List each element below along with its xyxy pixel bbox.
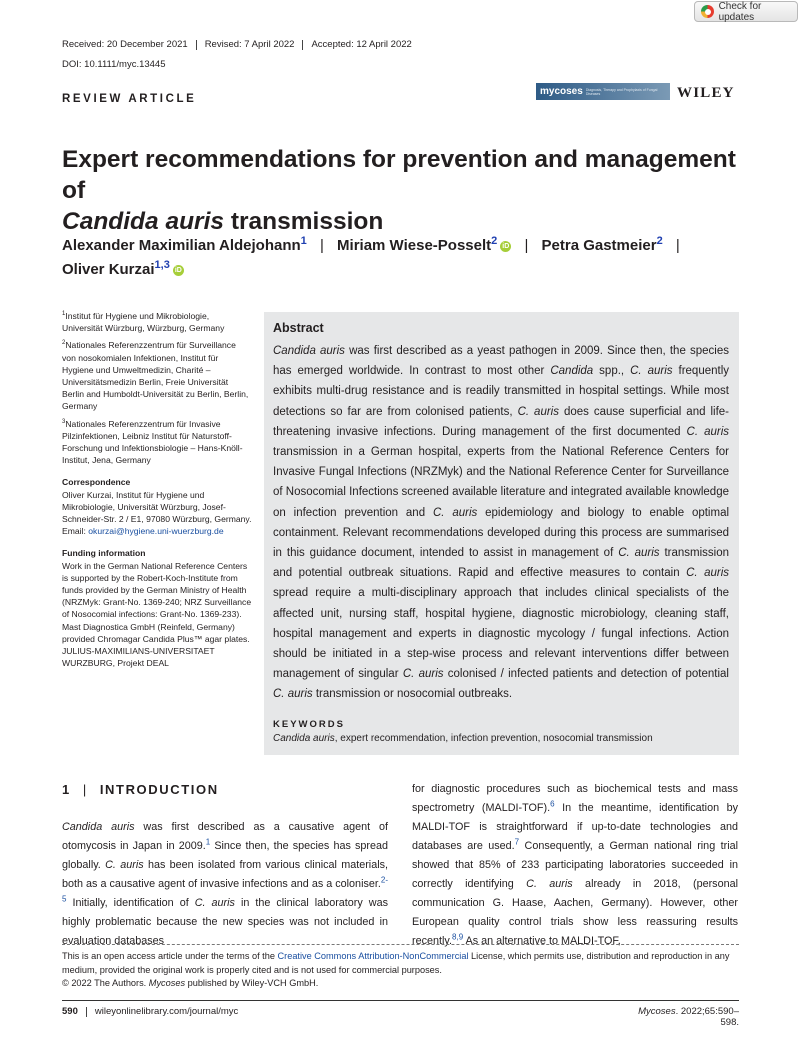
email-link[interactable]: okurzai@hygiene.uni-wuerzburg.de — [88, 526, 224, 537]
author-separator: | — [319, 237, 324, 254]
body-run: Since then, the species has spread globally. — [62, 840, 389, 871]
divider — [86, 1007, 87, 1017]
species-name: C. auris — [194, 897, 235, 909]
affiliation-text: Institut für Hygiene und Mikrobiologie, Universität Würzburg, Würzburg, Germany — [62, 311, 225, 334]
orcid-icon[interactable]: iD — [502, 242, 510, 250]
abstract-run: transmission in a German hospital, experts from the National Reference Centers for Invasive Fungal Infections (NRZMyk) and the National Reference Center for Surveillance of Nosocomial Infections screened available literature and integrated available knowledge on infection prevention and — [273, 446, 729, 519]
species-name: C. auris — [273, 688, 313, 701]
author-name[interactable]: Miriam Wiese-Posselt — [337, 237, 492, 254]
affiliation-1 — [62, 310, 252, 334]
copyright-text: published by Wiley-VCH GmbH. — [185, 978, 319, 988]
author-affiliation-sup[interactable]: 2 — [656, 235, 663, 247]
citation-text: . 2022;65:590–598. — [675, 1006, 739, 1028]
citation-link[interactable]: 8,9 — [452, 932, 464, 942]
section-title: INTRODUCTION — [99, 782, 219, 797]
abstract-run: frequently exhibits multi-drug resistance and is readily transmitted in hospital settings. While most detections so far are from colonised patients, — [273, 365, 730, 418]
correspondence-text — [62, 489, 252, 538]
divider — [302, 40, 303, 50]
author-name[interactable]: Petra Gastmeier — [541, 237, 657, 254]
species-name: C. auris — [526, 878, 573, 890]
license-link[interactable]: Creative Commons Attribution-NonCommercial — [277, 951, 469, 961]
body-run: Consequently, a German national ring trial showed that 85% of 233 participating laboratories succeeded in correctly identifying — [412, 840, 738, 890]
article-dates — [62, 39, 412, 50]
correspondence-address: Oliver Kurzai, Institut für Hygiene und Mikrobiologie, Universität Würzburg, Josef-Schneider-Str. 2 / E1, 97080 Würzburg, Germany. — [62, 489, 252, 525]
affiliation-text: Nationales Referenzzentrum für Invasive Pilzinfektionen, Leibniz Institut für Naturstoff-Forschung und Infektionsbiologie – Hans-Knöll-Institut, Jena, Germany — [62, 418, 243, 466]
journal-url[interactable]: wileyonlinelibrary.com/journal/myc — [94, 1006, 239, 1017]
page-number: 590 — [62, 1006, 78, 1017]
journal-name: Mycoses — [148, 978, 186, 988]
affiliation-sup: 3 — [62, 418, 66, 425]
body-run: already in 2018, (personal communication G. Haase, Aachen, Germany). However, other European quality control trials show less reassuring results recently. — [412, 878, 738, 947]
body-run: in the clinical laboratory was highly problematic because the new species was not included in evaluation databases — [62, 897, 389, 947]
abstract-run: transmission and potential outbreak situations. Rapid and effective measures to contain — [273, 547, 729, 580]
species-name: C. auris — [618, 547, 660, 560]
page-footer-left — [62, 1006, 238, 1017]
abstract-run: was first described as a yeast pathogen in 2009. Since then, the species has emerged worldwide. In contrast to most other — [273, 345, 729, 378]
author-separator: | — [524, 237, 529, 254]
citation-link[interactable]: 7 — [514, 837, 520, 847]
author-affiliation-sup[interactable]: 2 — [491, 235, 498, 247]
body-run: As an alternative to MALDI-TOF, — [463, 935, 621, 947]
citation-link[interactable]: 2-5 — [62, 875, 388, 904]
author-name[interactable]: Oliver Kurzai — [62, 261, 155, 278]
species-name: C. auris — [432, 506, 478, 519]
footnote-divider — [62, 944, 739, 945]
species-name: C. auris — [517, 405, 559, 418]
abstract-run: epidemiology and biology to enable optimal containment. Relevant recommendations developed during this process are summarised in this guidance document, intended to assist in management of — [273, 506, 730, 560]
section-number: 1 — [62, 782, 71, 797]
author-list — [62, 234, 752, 282]
page-footer-citation — [621, 1006, 739, 1028]
affiliation-sup: 2 — [62, 340, 66, 347]
journal-logo-name: mycoses — [540, 86, 583, 97]
body-column-right — [412, 780, 738, 951]
accepted-date: Accepted: 12 April 2022 — [311, 39, 412, 50]
body-run: was first described as a causative agent of otomycosis in Japan in 2009. — [62, 821, 389, 852]
body-run: Initially, identification of — [66, 897, 195, 909]
journal-logo[interactable] — [536, 83, 670, 100]
species-name: C. auris — [402, 668, 444, 681]
license-note — [62, 950, 742, 991]
affiliations-panel — [62, 310, 252, 674]
funding-heading: Funding information — [62, 548, 146, 559]
body-run: for diagnostic procedures such as biochemical tests and mass spectrometry (MALDI-TOF). — [412, 783, 738, 814]
journal-name: Mycoses — [638, 1006, 676, 1017]
title-rest: transmission — [230, 208, 384, 235]
species-name: C. auris — [686, 425, 730, 438]
correspondence-heading: Correspondence — [62, 477, 131, 488]
title-italic: Candida auris — [62, 208, 225, 235]
section-separator: | — [82, 782, 88, 797]
keyword-species: Candida auris — [273, 733, 335, 744]
abstract-run: colonised / infected patients and detection of potential — [443, 668, 729, 681]
author-affiliation-sup[interactable]: 1 — [300, 235, 307, 247]
affiliation-text: Nationales Referenzzentrum für Surveillance von nosokomialen Infektionen, Institut für Hygiene und Umweltmedizin, Charité – Universitätsmedizin Berlin, Freie Universität Berlin and Humboldt-Universität zu Berlin, Berlin, Germany — [62, 340, 249, 412]
body-run: has been isolated from various clinical materials, both as a causative agent of invasive infections and as a coloniser. — [62, 859, 389, 890]
author-separator: | — [675, 237, 680, 254]
abstract-run: transmission or nosocomial outbreaks. — [312, 688, 513, 701]
section-heading — [62, 782, 219, 797]
abstract-run: spp., — [593, 365, 631, 378]
species-name: Candida auris — [273, 345, 345, 357]
citation-link[interactable]: 6 — [550, 799, 555, 809]
species-name: C. auris — [630, 365, 673, 378]
email-label: Email: — [62, 526, 86, 537]
received-date: Received: 20 December 2021 — [62, 39, 188, 50]
article-title — [62, 144, 742, 237]
publisher-logo[interactable]: WILEY — [677, 85, 735, 101]
check-for-updates-button[interactable] — [694, 1, 798, 22]
copyright-text: © 2022 The Authors. — [62, 978, 149, 988]
divider — [196, 40, 197, 50]
keyword-list: , expert recommendation, infection prevention, nosocomial transmission — [334, 733, 653, 744]
doi[interactable]: DOI: 10.1111/myc.13445 — [62, 59, 166, 70]
species-name: C. auris — [686, 567, 730, 580]
license-text: License, which permits use, distribution and reproduction in any medium, provided the original work is properly cited and is not used for commercial purposes. — [62, 951, 730, 975]
check-for-updates-label: Check for updates — [718, 0, 762, 23]
abstract-run: spread require a multi-disciplinary approach that includes clinical specialists of the affected unit, nursing staff, hospital hygiene, diagnostic microbiology, cleaning staff, hospital management and experts in diagnostic mycology / fungal infections. Action should be initiated in a step-wise process and relevant interventions differ between management of singular — [273, 587, 729, 681]
revised-date: Revised: 7 April 2022 — [204, 39, 295, 50]
crossmark-icon — [701, 5, 714, 18]
abstract-text — [273, 341, 729, 705]
affiliation-sup: 1 — [62, 311, 66, 318]
abstract-run: does cause superficial and life-threatening invasive infections. During management of the first documented — [273, 405, 730, 438]
author-name[interactable]: Alexander Maximilian Aldejohann — [62, 237, 301, 254]
keywords-text — [273, 733, 653, 744]
orcid-icon[interactable]: iD — [174, 266, 182, 274]
body-column-left — [62, 818, 388, 951]
species-name: Candida auris — [62, 821, 135, 833]
citation-link[interactable]: 1 — [205, 837, 211, 847]
title-line-1: Expert recommendations for prevention and management of — [62, 146, 736, 204]
body-run: In the meantime, identification by MALDI-TOF is straightforward if up-to-date technologies and databases are used. — [412, 802, 739, 852]
footer-divider — [62, 1000, 739, 1001]
article-type: REVIEW ARTICLE — [62, 93, 197, 105]
affiliation-3 — [62, 418, 252, 467]
abstract-heading: Abstract — [273, 321, 324, 335]
species-name: Candida — [550, 365, 594, 378]
species-name: C. auris — [105, 859, 144, 871]
author-affiliation-sup[interactable]: 1,3 — [154, 259, 170, 271]
keywords-heading: KEYWORDS — [273, 719, 345, 730]
journal-logo-subtitle: Diagnosis, Therapy and Prophylaxis of Fungal Diseases — [585, 87, 658, 96]
funding-text: Work in the German National Reference Centers is supported by the Robert-Koch-Institute from funds provided by the German Ministry of Health (NRZMyk: Grant-No. 1369-240; NRZ Surveillance of Nosocomial infections: Grant-No. 1369-233). Mast Diagnostica GmbH (Reinfeld, Germany) provided Chromagar Candida Plus™ agar plates. JULIUS-MAXIMILIANS-UNIVERSITAET WURZBURG, Projekt DEAL — [62, 560, 252, 669]
license-text: This is an open access article under the terms of the — [62, 951, 278, 961]
affiliation-2 — [62, 339, 252, 412]
